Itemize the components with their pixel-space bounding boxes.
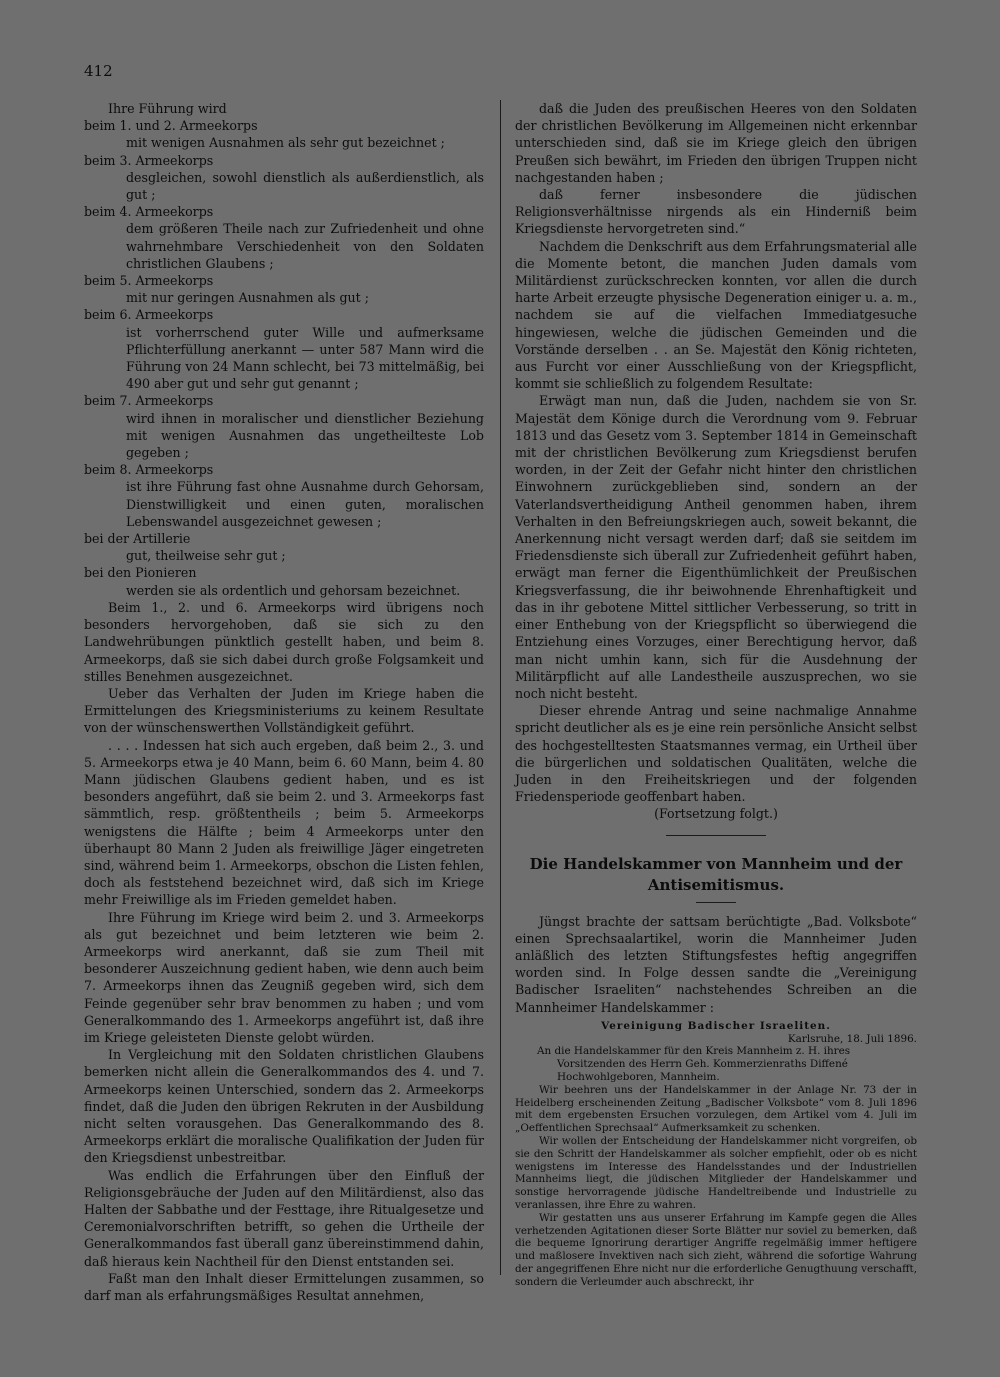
title-rule [696,902,736,903]
left-paragraph: werden sie als ordentlich und gehorsam bezeichnet. [126,582,461,598]
right-paragraph: daß die Juden des preußischen Heeres von den Soldaten der christlichen Bevölkerung im Allgemeinen nicht erkennbar unterschieden sind, daß sie im Kriege gleich den übrigen Preußen sich bewährt, im Frieden den übrigen Truppen nicht nachgestanden haben ; [515,101,917,185]
left-column [84,100,484,1304]
left-paragraph: ist ihre Führung fast ohne Ausnahme durch Gehorsam, Dienstwilligkeit und einen guten, moralischen Lebenswandel ausgezeichnet gewesen ; [126,479,484,529]
left-paragraph: Beim 1., 2. und 6. Armeekorps wird übrigens noch besonders hervorgehoben, daß sie sich zu den Landwehrübungen pünktlich gestellt haben, und beim 8. Armeekorps, daß sie sich dabei durch große Folgsamkeit und stilles Benehmen ausgezeichnet. [84,599,484,684]
left-paragraph: In Vergleichung mit den Soldaten christlichen Glaubens bemerken nicht allein die Generalkommandos des 4. und 7. Armeekorps keinen Unterschied, sondern das 2. Armeekorps findet, daß die Juden den übrigen Rekruten in der Ausbildung nicht selten vorausgehen. Das Generalkommando des 8. Armeekorps erklärt die moralische Qualifikation der Juden für den Kriegsdienst unbestreitbar. [84,1047,484,1166]
left-paragraph: . . . . Indessen hat sich auch ergeben, daß beim 2., 3. und 5. Armeekorps etwa je 40 Mann, beim 6. 60 Mann, beim 4. 80 Mann jüdischen Glaubens gedient haben, und es ist besonders angeführt, daß sie beim 2. und 3. Armeekorps fast sämmtlich, resp. größtentheils ; beim 5. Armeekorps wenigstens die Hälfte ; beim 4 Armeekorps unter den überhaupt 80 Mann 2 Juden als freiwillige Jäger eingetreten sind, während beim 1. Armeekorps, obschon die Listen fehlen, doch als feststehend bezeichnet wird, daß sich im Kriege mehr Freiwillige als im Frieden gemeldet haben. [84,737,484,908]
left-paragraph: beim 3. Armeekorps [84,152,214,168]
letter-paragraph: Wir wollen der Entscheidung der Handelskammer nicht vorgreifen, ob sie den Schritt der Handelskammer als solcher empfiehlt, oder ob es nicht wenigstens im Interesse des Handelsstandes und der Industriellen Mannheims liegt, die jüdischen Mitglieder der Handelskammer und sonstige hervorragende jüdische Handeltreibende und Industrielle zu veranlassen, ihre Ehre zu wahren. [515,1134,917,1211]
left-paragraph: bei der Artillerie [84,531,191,547]
right-column-continued [515,100,917,823]
letter-head: Vereinigung Badischer Israeliten. [601,1019,831,1032]
letter [515,1020,917,1289]
left-paragraph: beim 8. Armeekorps [84,462,214,478]
left-paragraph: beim 7. Armeekorps [84,393,214,409]
left-paragraph: mit nur geringen Ausnahmen als gut ; [126,290,369,306]
letter-address: An die Handelskammer für den Kreis Mannheim z. H. ihres Vorsitzenden des Herrn Geh. Kommerzienraths Diffené Hochwohlgeboren, Mannheim. [537,1045,851,1083]
letter-paragraph: Wir beehren uns der Handelskammer in der Anlage Nr. 73 der in Heidelberg erscheinenden Zeitung „Badischer Volksbote“ vom 8. Juli 1896 mit dem ergebensten Ersuchen vorzulegen, dem Artikel vom 4. Juli im „Oeffentlichen Sprechsaal“ Aufmerksamkeit zu schenken. [515,1083,917,1135]
letter-date: Karlsruhe, 18. Juli 1896. [787,1032,917,1045]
right-paragraph: (Fortsetzung folgt.) [654,806,778,822]
left-paragraph: Ueber das Verhalten der Juden im Kriege haben die Ermittelungen des Kriegsministeriums zu keinem Resultate von der wünschenswerthen Vollständigkeit geführt. [84,685,484,736]
left-paragraph: Was endlich die Erfahrungen über den Einfluß der Religionsgebräuche der Juden auf den Militärdienst, also das Halten der Sabbathe und der Festtage, ihre Ritualgesetze und Ceremonialvorschriften betrifft, so gehen die Urtheile der Generalkommandos fast überall ganz übereinstimmend dahin, daß hieraus kein Nachtheil für den Dienst entstanden sei. [84,1167,484,1269]
left-paragraph: gut, theilweise sehr gut ; [126,548,286,564]
left-paragraph: Faßt man den Inhalt dieser Ermittelungen zusammen, so darf man als erfahrungsmäßiges Resultat annehmen, [84,1270,484,1304]
section-rule [666,835,766,836]
left-paragraph: bei den Pionieren [84,565,197,581]
right-paragraph: Dieser ehrende Antrag und seine nachmalige Annahme spricht deutlicher als es je eine rein persönliche Ansicht selbst des hochgestelltesten Staatsmannes vermag, ein Urtheil über die bürgerlichen und soldatischen Qualitäten, welche die Juden in den Freiheitskriegen und der folgenden Friedensperiode geoffenbart haben. [515,703,917,805]
right-paragraph: Nachdem die Denkschrift aus dem Erfahrungsmaterial alle die Momente betont, die manchen Juden damals vom Militärdienst zurückschrecken konnten, vor allen die durch harte Arbeit erzeugte physische Degeneration einiger u. a. m., nachdem sie auf die vielfachen Immediatgesuche hingewiesen, welche die jüdischen Gemeinden und die Vorstände derselben . . an Se. Majestät den König richteten, aus Furcht vor einer Ausschließung von der Kriegspflicht, kommt sie schließlich zu folgendem Resultate: [515,238,917,392]
left-paragraph: mit wenigen Ausnahmen als sehr gut bezeichnet ; [126,135,445,151]
left-paragraph: beim 5. Armeekorps [84,273,214,289]
left-paragraph: beim 6. Armeekorps [84,307,214,323]
column-divider [500,100,501,1275]
left-paragraph: desgleichen, sowohl dienstlich als außerdienstlich, als gut ; [126,169,484,203]
right-paragraph: Erwägt man nun, daß die Juden, nachdem sie von Sr. Majestät dem Könige durch die Verordnung vom 9. Februar 1813 und das Gesetz vom 3. September 1814 in Gemeinschaft mit der christlichen Bevölkerung zum Kriegsdienst berufen worden, in der Zeit der Gefahr nicht hinter den christlichen Einwohnern zurückgeblieben sind, sondern an der Vaterlandsvertheidigung Antheil genommen haben, ihrem Verhalten in den Befreiungskriegen auch, soweit bekannt, die Anerkennung nicht versagt werden darf; daß sie seitdem im Friedensdienste sich überall zur Zufriedenheit geführt haben, erwägt man ferner die Eigenthümlichkeit der Preußischen Kriegsverfassung, die ihr beiwohnende Ehrenhaftigkeit und das in ihr gebotene Mittel sittlicher Verbesserung, so tritt in einer Enthebung von der Kriegspflicht so überwiegend die Entziehung eines Vorzuges, einer Berechtigung hervor, daß man nicht umhin kann, sich für die Ausdehnung der Militärpflicht auf alle Landestheile auszusprechen, wo sie noch nicht besteht. [515,393,917,701]
letter-paragraph: Wir gestatten uns aus unserer Erfahrung im Kampfe gegen die Alles verhetzenden Agitationen dieser Sorte Blätter nur soviel zu bemerken, daß die bequeme Ignorirung derartiger Angriffe regelmäßig immer heftigere und maßlosere Invektiven nach sich zieht, während die sofortige Wahrung der angegriffenen Ehre nicht nur die erforderliche Genugthuung verschafft, sondern die Verleumder auch abschreckt, ihr [515,1211,917,1288]
article-title-line1: Die Handelskammer von Mannheim und der [529,854,903,873]
right-column [515,100,917,1288]
left-paragraph: wird ihnen in moralischer und dienstlicher Beziehung mit wenigen Ausnahmen das ungetheilteste Lob gegeben ; [126,410,484,461]
right-paragraph: daß ferner insbesondere die jüdischen Religionsverhältnisse nirgends als ein Hinderniß beim Kriegsdienste hervorgetreten sind.“ [515,187,917,237]
left-paragraph: Ihre Führung im Kriege wird beim 2. und 3. Armeekorps als gut bezeichnet und beim letzteren wie beim 2. Armeekorps wird anerkannt, daß sie zum Theil mit besonderer Auszeichnung gedient haben, wie denn auch beim 7. Armeekorps ihnen das Zeugniß gegeben wird, sich dem Feinde gegenüber sehr brav benommen zu haben ; und vom Generalkommando des 1. Armeekorps angeführt ist, daß ihre im Kriege geleisteten Dienste gelobt würden. [84,909,484,1045]
article-intro: Jüngst brachte der sattsam berüchtigte „Bad. Volksbote“ einen Sprechsaalartikel, worin die Mannheimer Juden anläßlich des letzten Stiftungsfestes heftig angegriffen worden sind. In Folge dessen sandte die „Vereinigung Badischer Israeliten“ nachstehendes Schreiben an die Mannheimer Handelskammer : [515,913,917,1015]
page-number: 412 [84,62,113,80]
left-paragraph: ist vorherrschend guter Wille und aufmerksame Pflichterfüllung anerkannt — unter 587 Mann wird die Führung von 24 Mann schlecht, bei 73 mittelmäßig, bei 490 aber gut und sehr gut genannt ; [126,324,484,392]
article-title-line2: Antisemitismus. [647,875,785,894]
left-paragraph: beim 1. und 2. Armeekorps [84,118,258,134]
left-paragraph: beim 4. Armeekorps [84,204,214,220]
left-paragraph: dem größeren Theile nach zur Zufriedenheit und ohne wahrnehmbare Verschiedenheit von den Soldaten christlichen Glaubens ; [126,221,484,271]
left-paragraph: Ihre Führung wird [108,101,227,116]
article-title [515,854,917,896]
